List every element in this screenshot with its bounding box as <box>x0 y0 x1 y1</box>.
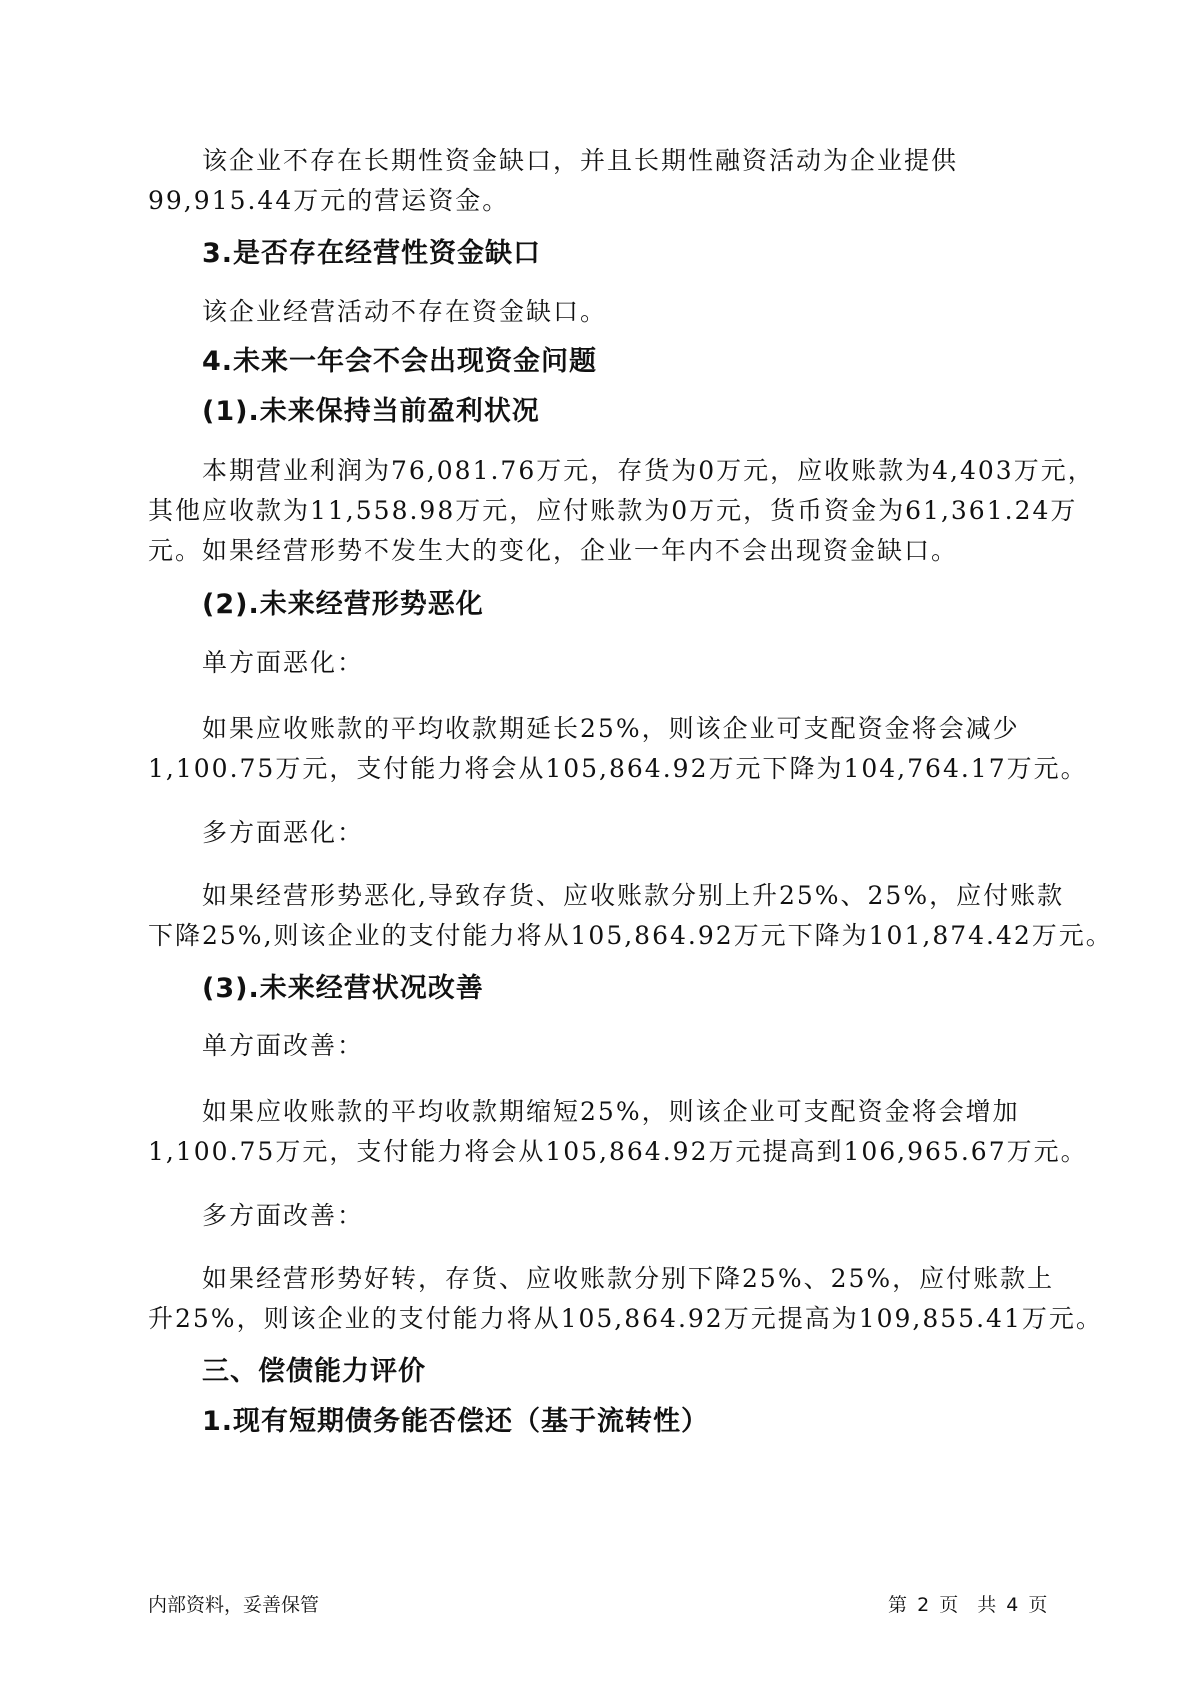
heading-solvency: 三、偿债能力评价 <box>202 1356 426 1387</box>
paragraph-line: 该企业经营活动不存在资金缺口。 <box>202 297 608 326</box>
heading-next-year: 4.未来一年会不会出现资金问题 <box>202 346 598 377</box>
paragraph-line: 如果应收账款的平均收款期延长25%，则该企业可支配资金将会减少 <box>202 714 1020 743</box>
paragraph-line: 多方面改善： <box>202 1201 365 1230</box>
page-suffix: 页 <box>1028 1594 1048 1616</box>
paragraph-line: 元。如果经营形势不发生大的变化，企业一年内不会出现资金缺口。 <box>148 536 959 565</box>
page-mid: 页 共 <box>939 1594 997 1616</box>
paragraph-line: 多方面恶化： <box>202 818 365 847</box>
paragraph-line: 1,100.75万元，支付能力将会从105,864.92万元下降为104,764.17万元。 <box>148 754 1088 783</box>
page-current: 2 <box>917 1594 930 1616</box>
paragraph-line: 单方面恶化： <box>202 648 365 677</box>
page-prefix: 第 <box>888 1594 908 1616</box>
paragraph-line: 如果经营形势恶化,导致存货、应收账款分别上升25%、25%，应付账款 <box>202 881 1065 910</box>
page-total: 4 <box>1006 1594 1019 1616</box>
heading-short-term-debt: 1.现有短期债务能否偿还（基于流转性） <box>202 1406 710 1437</box>
paragraph-line: 如果应收账款的平均收款期缩短25%，则该企业可支配资金将会增加 <box>202 1097 1020 1126</box>
paragraph-line: 单方面改善： <box>202 1031 365 1060</box>
heading-keep-current: (1).未来保持当前盈利状况 <box>202 396 540 427</box>
paragraph-line: 升25%，则该企业的支付能力将从105,864.92万元提高为109,855.41万元。 <box>148 1304 1103 1333</box>
paragraph-line: 99,915.44万元的营运资金。 <box>148 186 510 215</box>
paragraph-line: 下降25%,则该企业的支付能力将从105,864.92万元下降为101,874.42万元。 <box>148 921 1113 950</box>
heading-improve: (3).未来经营状况改善 <box>202 973 484 1004</box>
heading-operating-gap: 3.是否存在经营性资金缺口 <box>202 238 542 269</box>
footer-note: 内部资料，妥善保管 <box>148 1594 320 1616</box>
heading-worsen: (2).未来经营形势恶化 <box>202 589 484 620</box>
paragraph-line: 如果经营形势好转，存货、应收账款分别下降25%、25%，应付账款上 <box>202 1264 1055 1293</box>
paragraph-line: 该企业不存在长期性资金缺口，并且长期性融资活动为企业提供 <box>202 146 959 175</box>
page-number <box>888 1590 1051 1617</box>
paragraph-line: 1,100.75万元，支付能力将会从105,864.92万元提高到106,965.67万元。 <box>148 1137 1088 1166</box>
paragraph-line: 本期营业利润为76,081.76万元，存货为0万元，应收账款为4,403万元， <box>202 456 1095 485</box>
paragraph-line: 其他应收款为11,558.98万元，应付账款为0万元，货币资金为61,361.24万 <box>148 496 1078 525</box>
